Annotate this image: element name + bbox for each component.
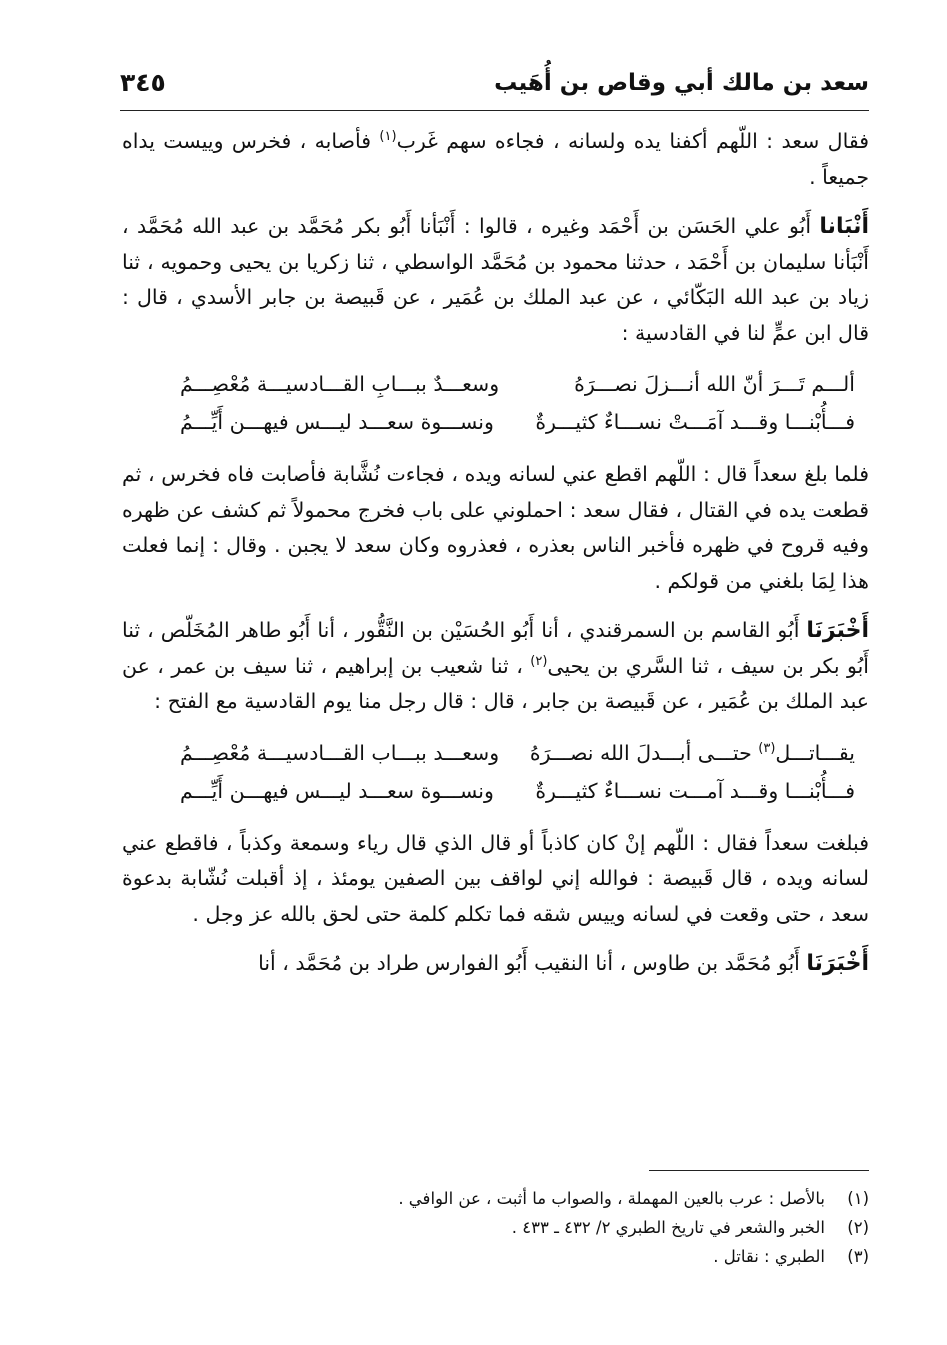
footnote-number: (١) <box>847 1189 869 1208</box>
footnote-ref-2: (٢) <box>530 653 548 669</box>
hemistich-second: وسعـــد ببـــاب القـــادسيـــة مُعْصِـــمُ <box>180 740 500 765</box>
hemistich-first-end: حتـــى أبـــدلَ الله نصـــرَهُ <box>529 740 759 765</box>
paragraph-1-text: فقال سعد : اللّهم أكفنا يده ولسانه ، فجاءه سهم غَرب <box>396 129 869 153</box>
paragraph-6 <box>122 946 869 982</box>
paragraph-1-text-cont: فأصابه ، فخرس وييست يداه جميعاً . <box>122 129 869 189</box>
footnote-text: بالأصل : عرب بالعين المهملة ، والصواب ما أثبت ، عن الوافي . <box>398 1189 825 1208</box>
running-header <box>120 66 869 111</box>
hemistich-first-start: يقـــاتـــل <box>775 740 855 765</box>
hemistich-second: ونســـوة سعـــد ليـــس فيهـــن أَيِّـــم <box>180 778 494 803</box>
page-number: ٣٤٥ <box>120 68 166 97</box>
paragraph-4-text: أَبُو القاسم بن السمرقندي ، أنا أَبُو الحُسَيْن بن النَّقُّور ، أنا أَبُو طاهر المُخَلّص ، ثنا أَبُو بكر بن سيف ، ثنا السَّري بن يحيى <box>122 618 870 678</box>
hemistich-first <box>530 734 855 772</box>
poem-2 <box>122 734 869 810</box>
footnote-2 <box>122 1213 869 1242</box>
footnote-1 <box>122 1184 869 1213</box>
transmission-lead-word: أَخْبَرَنَا <box>806 951 869 976</box>
footnote-text: الطبري : نقاتل . <box>713 1247 825 1266</box>
transmission-lead-word: أَخْبَرَنَا <box>806 618 869 643</box>
paragraph-2 <box>122 209 869 351</box>
transmission-lead-word: أَنْبَانا <box>819 214 869 239</box>
footnote-number: (٢) <box>847 1218 869 1237</box>
paragraph-6-text: أَبُو مُحَمَّد بن طاوس ، أنا النقيب أَبُو الفوارس طراد بن مُحَمَّد ، أنا <box>258 951 807 975</box>
running-title: سعد بن مالك أبي وقاص بن أُهَيب <box>494 70 869 96</box>
hemistich-first: فـــأُبْنـــا وقـــد آمَـــتْ نســـاءٌ كثيـــرةٌ <box>535 410 855 434</box>
footnotes <box>122 1184 869 1271</box>
paragraph-3: فلما بلغ سعداً قال : اللّهم اقطع عني لسانه ويده ، فجاءت نُشَّابة فأصابت فاه فخرس ، ثم قطعت يده في القتال ، فقال سعد : احملوني على باب فخرج محمولاً ثم كشف عن ظهره وفيه قروح في ظهره فأخبر الناس بعذره ، فعذروه وكان سعد لا يجبن . وقال : إنما فعلت هذا لِمَا بلغني من قولكم . <box>122 462 869 593</box>
footnote-ref-1: (١) <box>379 129 397 145</box>
footnote-text: الخبر والشعر في تاريخ الطبري ٢/ ٤٣٢ ـ ٤٣٣ . <box>511 1218 825 1237</box>
poem-1-verse-1 <box>122 365 869 403</box>
hemistich-first: فـــأُبْنـــا وقـــد آمـــت نســـاءٌ كثيـــرةٌ <box>535 778 855 803</box>
hemistich-second: وسعـــدٌ ببـــابِ القـــادسيـــة مُعْصِـــمُ <box>180 372 500 396</box>
footnote-number: (٣) <box>847 1247 869 1266</box>
footnote-ref-3: (٣) <box>758 740 776 756</box>
paragraph-5: فبلغت سعداً فقال : اللّهم إنْ كان كاذباً أو قال الذي قال رياء وسمعة وكذباً ، فاقطع عني لسانه ويده ، قال قَبيصة : فوالله إني لواقف بين الصفين يومئذ ، إذ أقبلت نُشّابة بدعوة سعد ، حتى وقعت في لسانه وييس شقه فما تكلم كلمة حتى لحق بالله عز وجل . <box>122 830 869 926</box>
hemistich-second: ونســـوة سعـــد ليـــس فيهـــن أَيِّـــمُ <box>180 410 494 434</box>
paragraph-4-text-cont: ، ثنا شعيب بن إبراهيم ، ثنا سيف بن عمر ، عن عبد الملك بن عُمَير ، عن قَبيصة بن جابر ، قال : قال رجل منا يوم القادسية مع الفتح : <box>122 653 869 713</box>
poem-2-verse-1 <box>122 734 869 772</box>
paragraph-2-text: أَبُو علي الحَسَن بن أَحْمَد وغيره ، قالوا : أَنْبَأنا أَبُو بكر مُحَمَّد بن عبد الله مُحَمَّد ، أَنْبَأنا سليمان بن أَحْمَد ، حدثنا محمود بن مُحَمَّد الواسطي ، ثنا زكريا بن يحيى وحمويه ، ثنا زياد بن عبد الله البَكّائي ، عن عبد الملك بن عُمَير ، عن قَبيصة بن جابر الأسدي ، قال : قال ابن عمٍّ لنا في القادسية : <box>122 214 869 345</box>
poem-2-verse-2 <box>122 772 869 810</box>
footnote-3 <box>122 1242 869 1271</box>
poem-1 <box>122 365 869 441</box>
hemistich-first: ألـــم تَـــرَ أنّ الله أنـــزلَ نصـــرَهُ <box>574 372 855 396</box>
paragraph-4 <box>122 613 869 720</box>
main-text <box>122 124 869 996</box>
paragraph-1 <box>122 124 869 195</box>
footnote-divider <box>649 1170 869 1171</box>
poem-1-verse-2 <box>122 403 869 441</box>
